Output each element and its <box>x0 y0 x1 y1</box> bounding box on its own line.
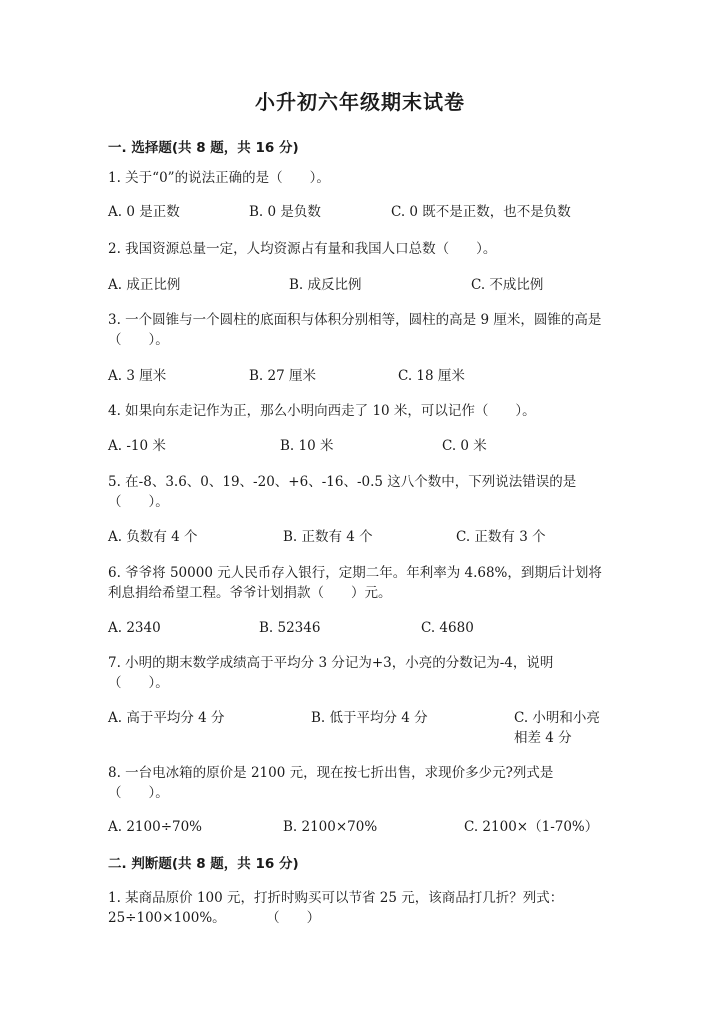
option-c: C. 4680 <box>421 620 474 636</box>
option-b: B. 正数有 4 个 <box>283 529 373 545</box>
option-b: B. 27 厘米 <box>249 368 316 384</box>
question-8: 8. 一台电冰箱的原价是 2100 元，现在按七折出售，求现价多少元?列式是（ ）。 <box>108 765 554 801</box>
judge-question-1: 1. 某商品原价 100 元，打折时购买可以节省 25 元，该商品打几折？列式：25÷100×100%。 （ ） <box>108 890 564 926</box>
option-c: C. 2100×（1-70%） <box>464 819 599 835</box>
option-c: C. 18 厘米 <box>398 368 465 384</box>
question-1: 1. 关于“0”的说法正确的是（ ）。 <box>108 170 330 186</box>
question-6: 6. 爷爷将 50000 元人民币存入银行，定期二年。年利率为 4.68%，到期后计划将利息捐给希望工程。爷爷计划捐款（ ）元。 <box>108 565 602 601</box>
option-c: C. 正数有 3 个 <box>456 529 546 545</box>
option-a: A. -10 米 <box>108 438 166 454</box>
option-a: A. 3 厘米 <box>108 368 167 384</box>
option-b: B. 成反比例 <box>289 277 362 293</box>
options-3 <box>108 366 608 386</box>
option-b: B. 低于平均分 4 分 <box>311 710 428 726</box>
option-a: A. 2100÷70% <box>108 819 203 835</box>
question-5: 5. 在-8、3.6、0、19、-20、+6、-16、-0.5 这八个数中，下列说法错误的是（ ）。 <box>108 474 577 510</box>
options-1 <box>108 202 608 222</box>
option-b: B. 52346 <box>259 620 321 636</box>
question-7: 7. 小明的期末数学成绩高于平均分 3 分记为+3，小亮的分数记为-4，说明（ ）。 <box>108 655 554 691</box>
option-a: A. 高于平均分 4 分 <box>108 710 225 726</box>
option-c: C. 小明和小亮相差 4 分 <box>514 710 600 746</box>
page-title: 小升初六年级期末试卷 <box>255 90 465 114</box>
option-c: C. 0 米 <box>442 438 487 454</box>
question-3: 3. 一个圆锥与一个圆柱的底面积与体积分别相等，圆柱的高是 9 厘米，圆锥的高是（ ）。 <box>108 312 602 348</box>
section-heading-choice: 一. 选择题(共 8 题，共 16 分) <box>108 140 299 156</box>
option-a: A. 2340 <box>108 620 161 636</box>
options-2 <box>108 275 608 295</box>
options-8 <box>108 817 608 837</box>
options-7 <box>108 708 608 748</box>
options-5 <box>108 527 608 547</box>
option-a: A. 0 是正数 <box>108 204 180 220</box>
option-a: A. 负数有 4 个 <box>108 529 198 545</box>
option-b: B. 2100×70% <box>283 819 378 835</box>
option-b: B. 0 是负数 <box>249 204 321 220</box>
option-a: A. 成正比例 <box>108 277 181 293</box>
options-4 <box>108 436 608 456</box>
question-2: 2. 我国资源总量一定，人均资源占有量和我国人口总数（ ）。 <box>108 241 497 257</box>
question-4: 4. 如果向东走记作为正，那么小明向西走了 10 米，可以记作（ ）。 <box>108 403 536 419</box>
section-heading-judge: 二. 判断题(共 8 题，共 16 分) <box>108 856 299 872</box>
options-6 <box>108 618 608 638</box>
option-c: C. 0 既不是正数，也不是负数 <box>391 204 571 220</box>
option-b: B. 10 米 <box>280 438 334 454</box>
option-c: C. 不成比例 <box>471 277 544 293</box>
